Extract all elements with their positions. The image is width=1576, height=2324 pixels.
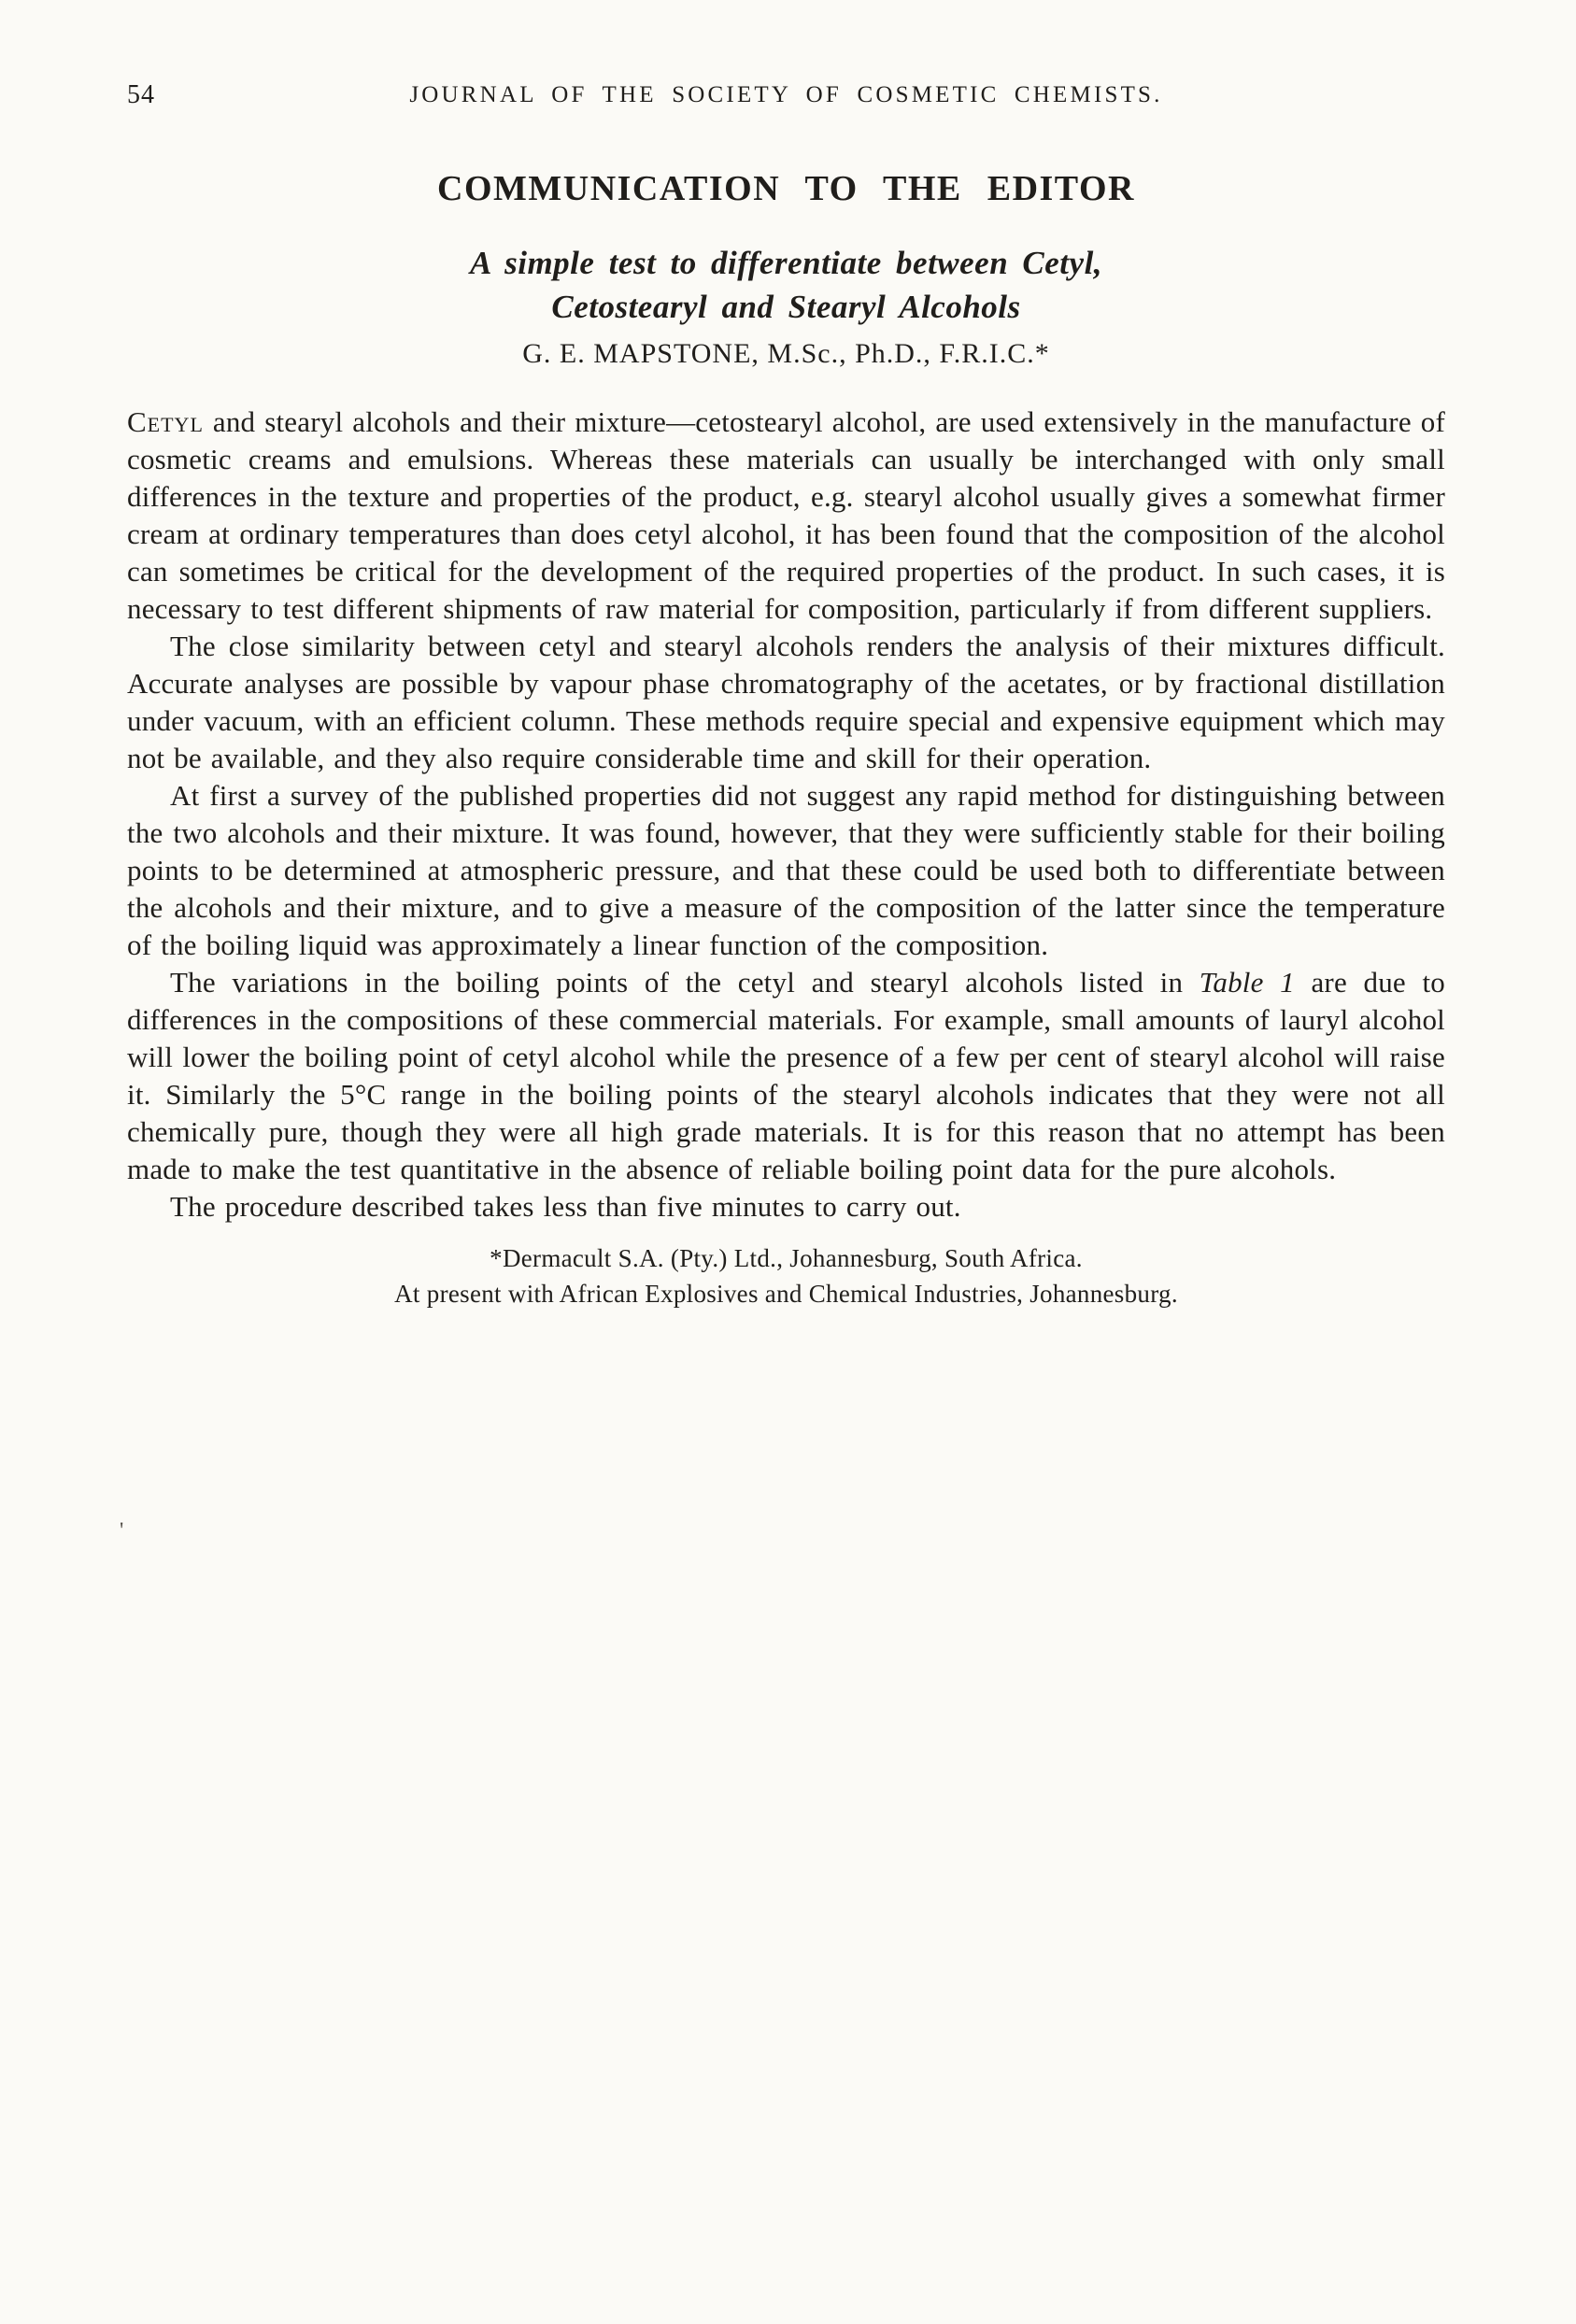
author-line: G. E. MAPSTONE, M.Sc., Ph.D., F.R.I.C.* [522, 338, 1050, 369]
footnote [127, 1240, 1445, 1311]
page-header [127, 80, 1445, 118]
page-number: 54 [127, 80, 155, 109]
scan-artifact-mark: ' [120, 1519, 124, 1543]
article-title [127, 241, 1445, 329]
paragraph-5: The procedure described takes less than five minutes to carry out. [170, 1190, 961, 1223]
paragraph-1-lead-word: Cetyl [127, 405, 204, 438]
paragraph-3: At first a survey of the published properties did not suggest any rapid method for distinguishing between the two alcohols and their mixture. It was found, however, that they were sufficiently stable for their boiling points to be determined at atmospheric pressure, and that these could be used both to differentiate between the alcohols and their mixture, and to give a measure of the composition of the latter since the temperature of the boiling liquid was approximately a linear function of the composition. [127, 779, 1445, 961]
footnote-line1: *Dermacult S.A. (Pty.) Ltd., Johannesburg, South Africa. [490, 1244, 1083, 1272]
paragraph-4 [127, 964, 1445, 1188]
footnote-line2: At present with African Explosives and Chemical Industries, Johannesburg. [394, 1280, 1178, 1308]
paragraph-1-text: and stearyl alcohols and their mixture—cetostearyl alcohol, are used extensively in the manufacture of cosmetic creams and emulsions. Whereas these materials can usually be interchanged with only small differences in the texture and properties of the product, e.g. stearyl alcohol usually gives a somewhat firmer cream at ordinary temperatures than does cetyl alcohol, it has been found that the composition of the alcohol can sometimes be critical for the development of the required properties of the product. In such cases, it is necessary to test different shipments of raw material for composition, particularly if from different suppliers. [127, 405, 1445, 625]
section-title: COMMUNICATION TO THE EDITOR [437, 169, 1135, 208]
article-title-line2: Cetostearyl and Stearyl Alcohols [551, 289, 1021, 325]
paragraph-4-pre: The variations in the boiling points of the cetyl and stearyl alcohols listed in [170, 966, 1200, 999]
paragraph-4-post: are due to differences in the compositions of these commercial materials. For example, small amounts of lauryl alcohol will lower the boiling point of cetyl alcohol while the presence of a few per cent of stearyl alcohol will raise it. Similarly the 5°C range in the boiling points of the stearyl alcohols indicates that they were not all chemically pure, though they were all high grade materials. It is for this reason that no attempt has been made to make the test quantitative in the absence of reliable boiling point data for the pure alcohols. [127, 966, 1445, 1185]
journal-title: JOURNAL OF THE SOCIETY OF COSMETIC CHEMISTS. [409, 82, 1163, 107]
paragraph-2: The close similarity between cetyl and stearyl alcohols renders the analysis of their mixtures difficult. Accurate analyses are possible by vapour phase chromatography of the acetates, or by fractional distillation under vacuum, with an efficient column. These methods require special and expensive equipment which may not be available, and they also require considerable time and skill for their operation. [127, 630, 1445, 774]
article-body [127, 404, 1445, 1226]
table-1-reference: Table 1 [1199, 966, 1295, 999]
article-title-line1: A simple test to differentiate between Cetyl, [469, 245, 1103, 281]
paragraph-1 [127, 404, 1445, 628]
